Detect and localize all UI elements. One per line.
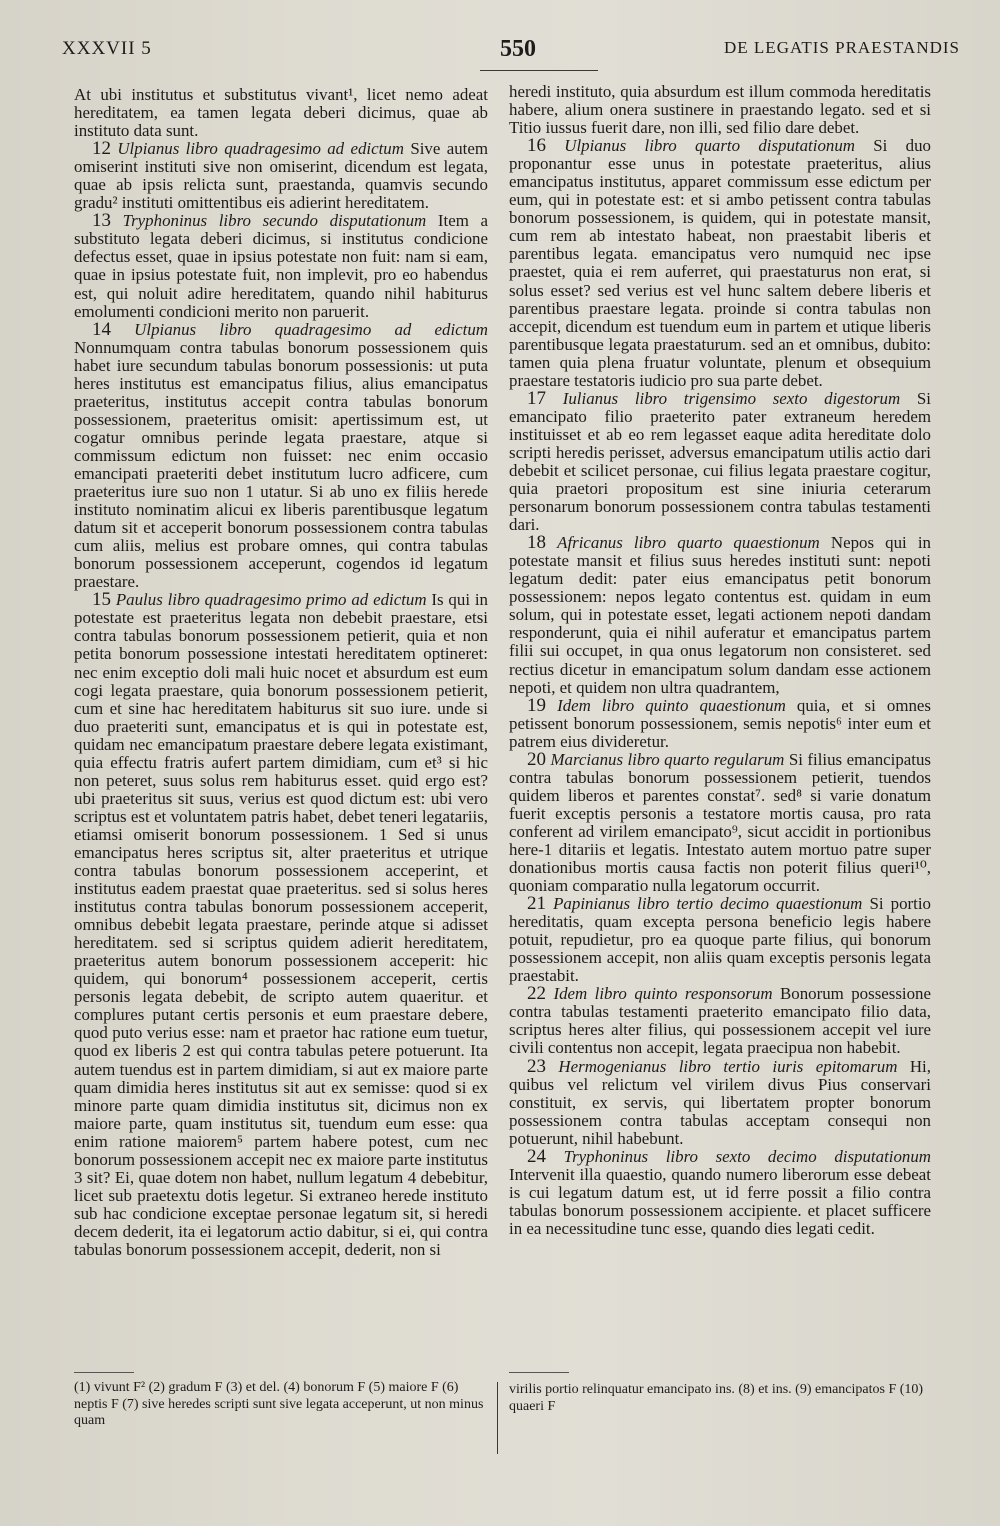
paragraph-text: Is qui in potestate est praeteritus legata non debebit praestare, etsi contra tabulas bonorum possessionem petierit, quia et non petita bonorum possessione intestati hereditatem optineret: nec enim exceptio doli mali huic nocet et absurdum est eum cogi legata praestare, quia bonorum possessionem petierit, cum et sine hac hereditatem habiturus sit suo iure. unde si duo praeteriti sunt, emancipatus et is qui in potestate est, quidam nec emancipatum praestare debere legata existimant, quia effectu fratris aufert partem dimidiam, cum et³ si hic non peteret, suus solus rem habiturus esset. quid ergo est? ubi praeteritus sit suus, verius est quod dictum est: ubi vero scriptus est et voluntatem patris habet, debet teneri legatariis, etiamsi omiserit bonorum possessionem. 1 Sed si unus emancipatus heres scriptus sit, alter praeteritus et utrique contra tabulas bonorum possessionem acceperint, et institutus eadem praestat quae praeteritus. sed si solus heres institutus contra tabulas bonorum possessionem acceperit, omnibus debebit legata praestare, perinde atque si adisset hereditatem. sed si scriptus quidem adierit hereditatem, praeteritus autem bonorum possessionem acceperit: hic quidem, qui bonorum⁴ possessionem acceperit, certis personis legata debebit, de scripto autem quaeritur. et complures putant certis personis et eum praestare debere, quod puto verius esse: nam et praetor hac ratione eum tuetur, quod ex liberis 2 est qui contra tabulas petere potuerunt. Ita autem tuendus est in partem dimidiam, si aut ex maiore parte quam dimidia heres institutus sit aut ex semisse: quod si ex minore parte quam dimidia institutus sit, dicimus non ex maiore parte, quam institutus sit, tuendum eum esse: qua enim ratione maiorem⁵ partem habere potest, cum nec bonorum possessionem accepit nec ex maiore parte institutus 3 sit? Ei, quae dotem non habet, nullum legatum 4 debebitur, licet sub praetextu dotis legetur. Si extraneo herede instituto sub hac condicione exceptae personae legatum sit, si heredi decem dederit, ita ei legatorum actio dabitur, si ei, qui contra tabulas bonorum possessionem accepit, dederit, non si (74, 590, 488, 1259)
text-paragraph (509, 985, 931, 1057)
footnotes-left: (1) vivunt F² (2) gradum F (3) et del. (4) bonorum F (5) maiore F (6) neptis F (7) sive heredes scripti sunt sive legata acceperunt, ut non minus quam (74, 1380, 484, 1428)
footnote-rule-right (509, 1372, 569, 1373)
footnote-rule-left (74, 1372, 134, 1373)
paragraph-text: At ubi institutus et substitutus vivant¹, licet nemo adeat hereditatem, ea tamen legata deberi dicimus, quae ab instituto data sunt. (74, 85, 488, 141)
source-attribution: Ulpianus libro quadragesimo ad edictum (134, 319, 488, 339)
text-paragraph (74, 591, 488, 1259)
text-paragraph (509, 895, 931, 985)
page-number-rule (480, 70, 598, 71)
paragraph-number: 15 (92, 589, 111, 611)
paragraph-number: 14 (92, 318, 111, 340)
source-attribution: Marcianus libro quarto regularum (550, 749, 785, 769)
paragraph-number: 23 (527, 1055, 546, 1077)
source-attribution: Papinianus libro tertio decimo quaestionum (553, 894, 863, 914)
paragraph-number: 17 (527, 387, 546, 409)
paragraph-text: Nepos qui in potestate mansit et filius suus heredes instituti sunt: nepoti legatum dedit: pater eius emancipatus petit bonorum possessionem: nepos legato contentus est. quidam in eum solum, qui in potestate esset, legati actionem nepoti dandam responderunt, quia ei nihil auferatur et emancipatus partem filii sui occupet, in qua onus legatorum non consisteret. sed rectius dicetur in emancipatum solum dandam esse actionem nepoti, et quidem non ultra quadrantem, (509, 533, 931, 697)
source-attribution: Ulpianus libro quarto disputationum (564, 136, 855, 156)
text-paragraph (509, 1145, 931, 1238)
paragraph-number: 16 (527, 135, 546, 157)
text-paragraph (509, 748, 931, 896)
paragraph-text: heredi instituto, quia absurdum est illum commoda hereditatis habere, alium onera sustinere in praestando legato. sed et si Titio iussus fuerit dare, non illi, sed filio dare debet. (509, 82, 931, 138)
paragraph-text: Si duo proponantur esse unus in potestate praeteritus, alius emancipatus institutus, apparet commissum esse edictum per eum, qui in potestate est: et si ambo petissent contra tabulas bonorum possessionem, is quidem, qui in potestate mansit, cum rem ab intestato habeat, non praestabit liberis et parentibus legata. emancipatus vero numquid nec ipse praestet, quia ei rem auferret, qui praestaturus non erat, si solus esset? sed verius est vel hunc saltem debere liberis et parentibus praestare legata. proinde si contra tabulas non accepit, dicendum est tuendum eum in partem et utique liberis parentibusque legata praestaturum. sed an et omnibus, dubito: tamen quia plena fruatur voluntate, plenum et obsequium praestare testatoris iudicio pro sua parte debet. (509, 136, 931, 390)
paragraph-text: Si emancipato filio praeterito pater extraneum heredem instituisset et ab eo rem legasset eaque adita hereditate dolo scripti heredis perisset, adversus emancipatum utilis actio dari debebit et scilicet personae, cui filius legata praestare cogitur, quia praetori propositum est sine iniuria ceterarum personarum bonorum possessionem contra tabulas testamenti dari. (509, 388, 931, 535)
source-attribution: Tryphoninus libro sexto decimo disputationum (563, 1146, 931, 1166)
text-paragraph (509, 137, 931, 390)
text-paragraph (74, 86, 488, 140)
running-head (62, 38, 960, 68)
source-attribution: Ulpianus libro quadragesimo ad edictum (117, 139, 404, 159)
paragraph-number: 18 (527, 532, 546, 554)
right-text-column (509, 83, 931, 1238)
paragraph-text: Nonnumquam contra tabulas bonorum possessionem quis habet iure secundum tabulas bonorum possessionis: ut puta heres institutus est emancipatus filius, alius emancipatus praeteritus, institutus accepit contra tabulas bonorum possessionem, praeteritus omisit: apertissimum est, ut cogatur omnibus perinde legata praestare, atque si commissum edictum non fuisset: nec enim occasio emancipati praeteriti debet institutum lucro adficere, cum praeteritus iure suo non 1 utatur. Si ab uno ex filiis herede instituto nominatim alicui ex liberis parentibusque legatum datum sit et acceperit bonorum possessionem contra tabulas cum aliis, melius est probare omnes, qui contra tabulas bonorum possessionem acceperunt, cogendos id legatum praestare. (74, 337, 488, 592)
paragraph-text: Bonorum possessione contra tabulas testamenti praeterito emancipato filio data, scriptus heres alter filius, qui possessionem accepit vel iure civili contentus non accepit, legata praecipua non habebit. (509, 984, 931, 1058)
source-attribution: Tryphoninus libro secundo disputationum (122, 211, 427, 231)
text-paragraph (509, 534, 931, 696)
page-number: 550 (500, 36, 536, 62)
paragraph-number: 19 (527, 694, 546, 716)
text-paragraph (509, 83, 931, 137)
paragraph-number: 21 (527, 893, 546, 915)
paragraph-text: quia, et si omnes petissent bonorum possessionem, semis nepotis⁶ inter eum et patrem eius divideretur. (509, 695, 931, 751)
source-attribution: Africanus libro quarto quaestionum (557, 533, 820, 553)
paragraph-text: Sive autem omiserint instituti sive non omiserint, dicendum est legata, quae ab ipsis relicta sunt, praestanda, quamvis secundo gradu² instituti omittentibus eis adierint hereditatem. (74, 139, 488, 213)
paragraph-number: 12 (92, 138, 111, 160)
text-paragraph (74, 318, 488, 592)
paragraph-text: Si portio hereditatis, quam excepta persona beneficio legis habere potuit, repudietur, pro ea quoque parte filius, qui bonorum possessionem accepit, non aliis quam exceptis personis legata praestabit. (509, 894, 931, 986)
text-paragraph (509, 387, 931, 535)
footnote-column-divider (497, 1382, 498, 1454)
text-paragraph (509, 694, 931, 751)
paragraph-text: Item a substituto legata deberi dicimus, si institutus condicione defectus esset, quae in ipsius potestate non fuit: nam si eam, quae in ipsius potestate fuit, non implevit, pro eo habendus est, qui noluit adire hereditatem, quando nihil habiturus emolumenti condicioni merito non paruerit. (74, 211, 488, 321)
source-attribution: Idem libro quinto responsorum (553, 984, 773, 1004)
paragraph-number: 20 (527, 748, 546, 770)
text-paragraph (509, 1055, 931, 1148)
paragraph-text: Si filius emancipatus contra tabulas bonorum possessionem petierit, tuendos quidem liberos et parentes constat⁷. sed⁸ si varie donatum fuerit exceptis personis a testatore mortis causa, pro rata conferent ad virilem emancipato⁹, sicut accidit in portionibus here-1 ditariis et legatis. Intestato autem mortuo patre super donationibus mortis causa factis non poterit filius queri¹⁰, quoniam comparatio nulla legatorum occurrit. (509, 749, 931, 896)
paragraph-number: 24 (527, 1145, 546, 1167)
source-attribution: Paulus libro quadragesimo primo ad edictum (115, 590, 427, 610)
section-title: DE LEGATIS PRAESTANDIS (724, 38, 960, 57)
paragraph-number: 13 (92, 210, 111, 232)
book-title-reference: XXXVII 5 (62, 38, 152, 59)
left-text-column (74, 86, 488, 1259)
text-paragraph (74, 212, 488, 320)
source-attribution: Hermogenianus libro tertio iuris epitomarum (558, 1056, 898, 1076)
source-attribution: Iulianus libro trigensimo sexto digestorum (562, 388, 901, 408)
paragraph-text: Hi, quibus vel relictum vel virilem divus Pius conservari constituit, ex servis, qui libertatem propter bonorum possessionem contra tabulas acceptam consequi non potuerunt, nihil habebunt. (509, 1056, 931, 1148)
source-attribution: Idem libro quinto quaestionum (557, 695, 786, 715)
text-paragraph (74, 140, 488, 212)
paragraph-text: Intervenit illa quaestio, quando numero liberorum esse debeat is cui legatum datum est, ut id ferre possit a filio contra tabulas bonorum possessionem accipiente. et placet sufficere in ea necessitudine tunc esse, quando dies legati cedit. (509, 1164, 931, 1238)
footnotes-right: virilis portio relinquatur emancipato ins. (8) et ins. (9) emancipatos F (10) quaeri F (509, 1382, 924, 1414)
paragraph-number: 22 (527, 983, 546, 1005)
